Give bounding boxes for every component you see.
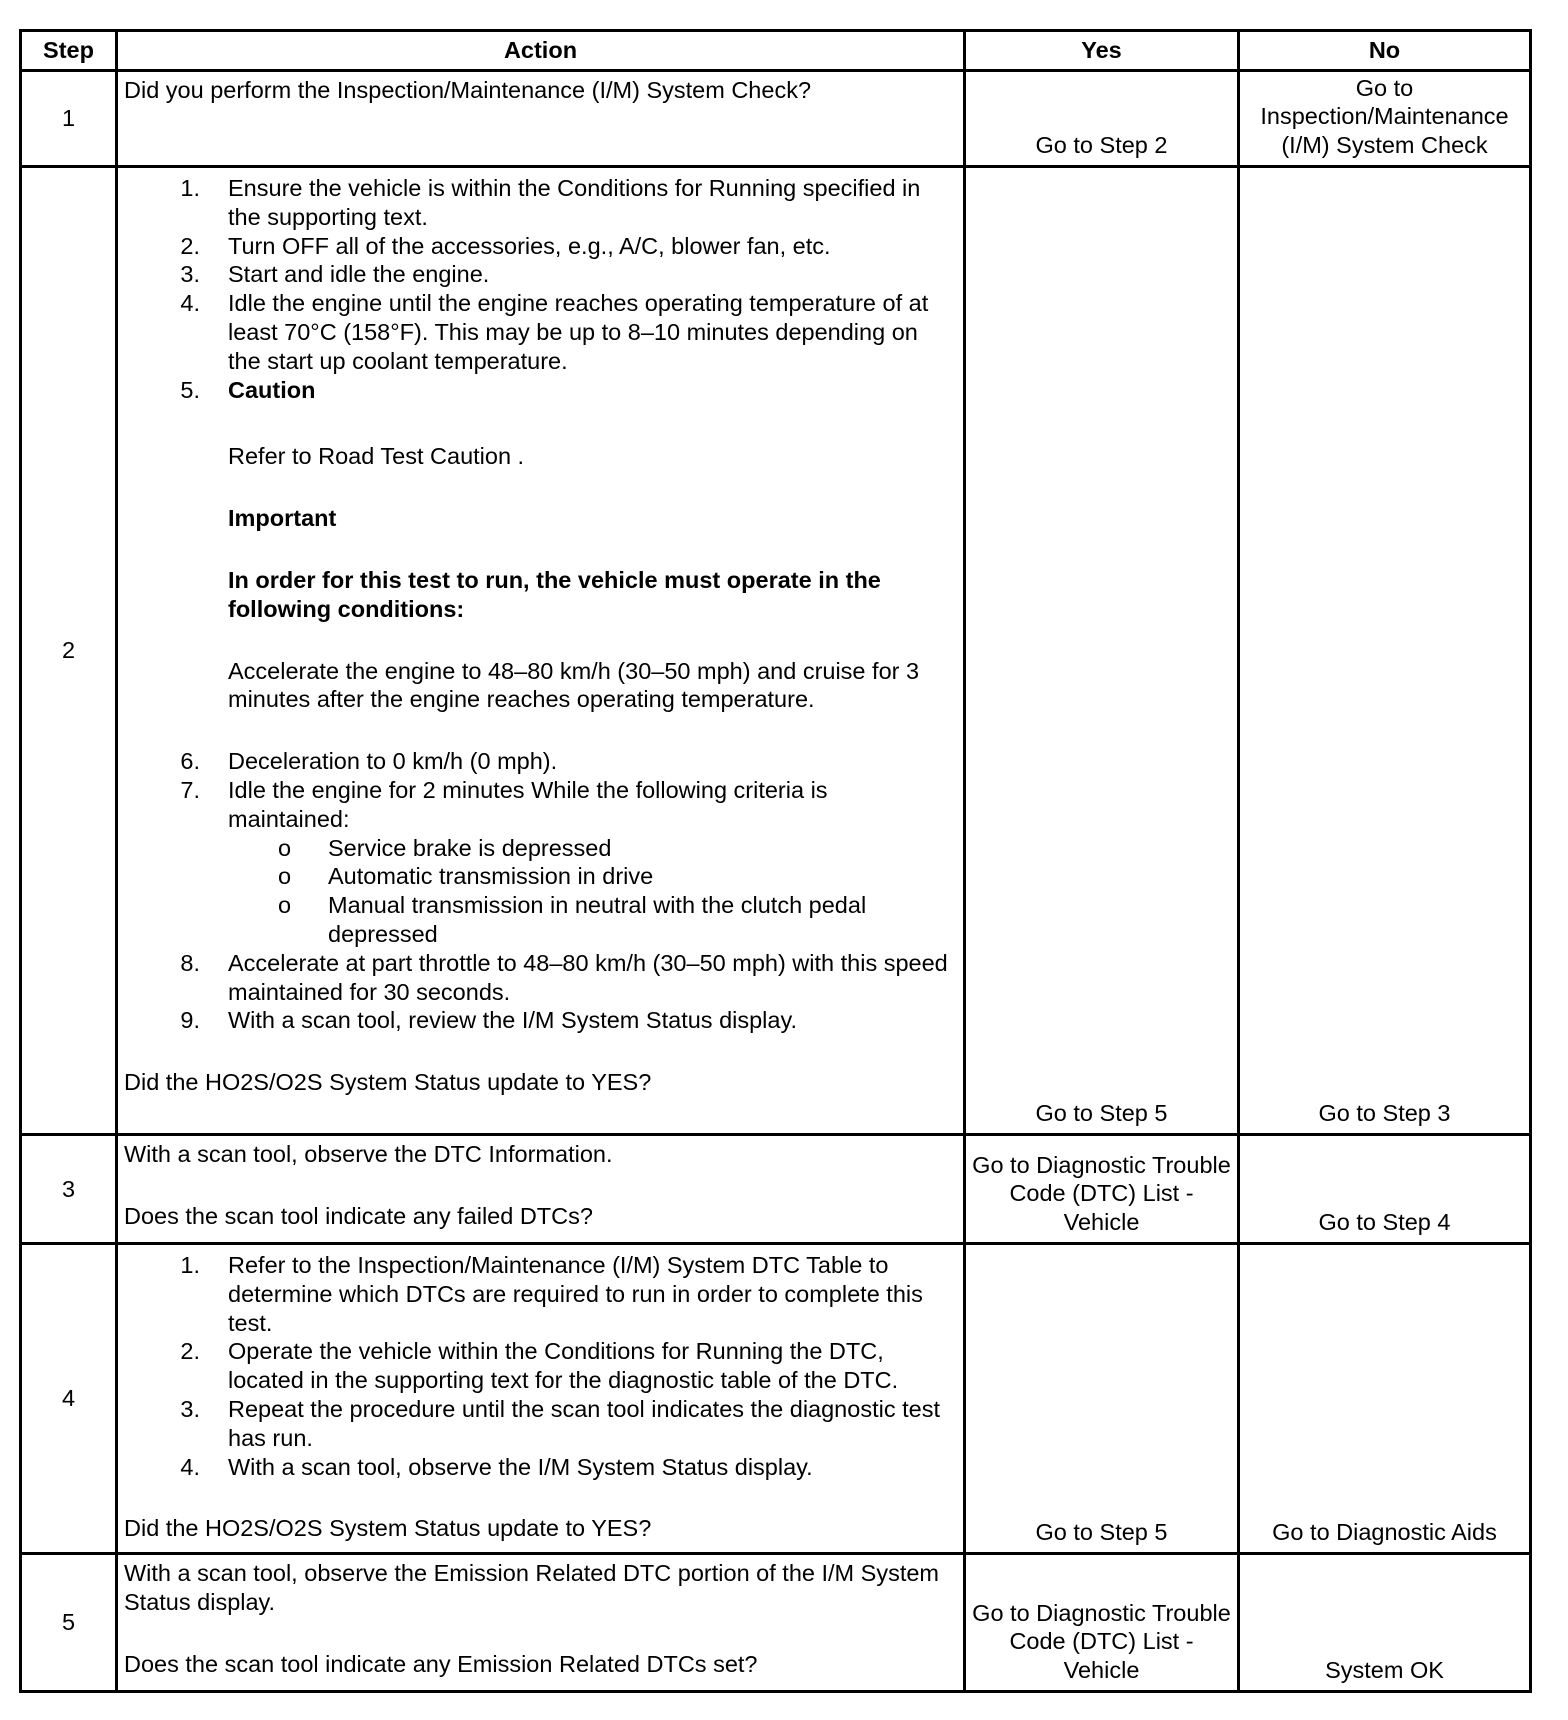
list-item: 4. Idle the engine until the engine reaches operating temperature of at least 70°C (158°F). This may be up to 8–10 minutes depending on the start up coolant temperature.: [180, 290, 929, 374]
header-yes: Yes: [965, 31, 1239, 71]
action-cell: [117, 1554, 965, 1692]
list-item: 8. Accelerate at part throttle to 48–80 km/h (30–50 mph) with this speed maintained for 30 seconds.: [180, 949, 948, 1005]
list-item: 5. Caution Refer to Road Test Caution . Important In order for this test to run, the vehicle must operate in the following conditions: Accelerate the engine to 48–80 km/h (30–50 mph) and cruise for 3 minutes after the engine reaches operating temperature.: [124, 376, 955, 748]
action-text: With a scan tool, observe the Emission Related DTC portion of the I/M System Status display.: [124, 1560, 940, 1615]
yes-cell: Go to Step 2: [965, 71, 1239, 167]
question-text: Does the scan tool indicate any Emission Related DTCs set?: [124, 1650, 758, 1677]
list-item: 2. Turn OFF all of the accessories, e.g., A/C, blower fan, etc.: [180, 232, 831, 259]
action-cell: [117, 1244, 965, 1554]
table-row: [21, 1244, 1531, 1554]
yes-cell: Go to Diagnostic Trouble Code (DTC) List - Vehicle: [965, 1554, 1239, 1692]
step-number: 2: [21, 167, 117, 1135]
list-item: 2. Operate the vehicle within the Conditions for Running the DTC, located in the supporting text for the diagnostic table of the DTC.: [180, 1338, 899, 1394]
table-row: [21, 1554, 1531, 1692]
list-item: 9. With a scan tool, review the I/M System Status display.: [180, 1007, 798, 1034]
caution-text: Refer to Road Test Caution .: [228, 443, 525, 470]
yes-cell: Go to Diagnostic Trouble Code (DTC) List - Vehicle: [965, 1135, 1239, 1244]
bullet-item: o Service brake is depressed: [228, 834, 955, 863]
list-item: 4. With a scan tool, observe the I/M System Status display.: [180, 1453, 813, 1480]
question-text: Does the scan tool indicate any failed DTCs?: [124, 1202, 593, 1229]
bullet-marker: o: [278, 834, 292, 861]
bullet-marker: o: [278, 892, 292, 919]
table-row: [21, 1135, 1531, 1244]
procedure-list: [124, 174, 955, 1035]
bullet-item: o Automatic transmission in drive: [228, 862, 955, 891]
step-number: 4: [21, 1244, 117, 1554]
yes-cell: Go to Step 5: [965, 1244, 1239, 1554]
question-text: Did the HO2S/O2S System Status update to YES?: [124, 1069, 652, 1096]
header-step: Step: [21, 31, 117, 71]
no-cell: Go to Step 4: [1239, 1135, 1531, 1244]
list-item: 6. Deceleration to 0 km/h (0 mph).: [180, 748, 558, 775]
bullet-item: o Manual transmission in neutral with the clutch pedal depressed: [228, 891, 955, 949]
step-number: 3: [21, 1135, 117, 1244]
table-row: [21, 71, 1531, 167]
important-label: Important: [228, 505, 337, 532]
accelerate-text: Accelerate the engine to 48–80 km/h (30–50 mph) and cruise for 3 minutes after the engine reaches operating temperature.: [228, 657, 920, 713]
criteria-list: [228, 834, 955, 949]
header-row: [21, 31, 1531, 71]
important-text: In order for this test to run, the vehicle must operate in the following conditions:: [228, 566, 881, 622]
yes-cell: Go to Step 5: [965, 167, 1239, 1135]
action-cell: [117, 1135, 965, 1244]
list-item: 1. Ensure the vehicle is within the Conditions for Running specified in the supporting text.: [180, 175, 921, 230]
action-text: With a scan tool, observe the DTC Information.: [124, 1141, 613, 1167]
action-cell: [117, 71, 965, 167]
list-item: 1. Refer to the Inspection/Maintenance (I/M) System DTC Table to determine which DTCs are required to run in order to complete this test.: [180, 1252, 923, 1336]
step-number: 1: [21, 71, 117, 167]
action-text: Did you perform the Inspection/Maintenance (I/M) System Check?: [124, 77, 812, 103]
question-text: Did the HO2S/O2S System Status update to YES?: [124, 1515, 652, 1542]
list-item: 3. Repeat the procedure until the scan tool indicates the diagnostic test has run.: [180, 1395, 940, 1451]
list-item: 3. Start and idle the engine.: [180, 261, 490, 288]
step-number: 5: [21, 1554, 117, 1692]
no-cell: Go to Diagnostic Aids: [1239, 1244, 1531, 1554]
no-cell: Go to Step 3: [1239, 167, 1531, 1135]
table-row: [21, 167, 1531, 1135]
list-item: 7. Idle the engine for 2 minutes While the following criteria is maintained: o Service brake is depressed o Automatic transmission in drive o Manual transmission in neutral with the clutch pedal depressed: [124, 776, 955, 949]
action-cell: [117, 167, 965, 1135]
procedure-list: [124, 1251, 955, 1481]
bullet-marker: o: [278, 863, 292, 890]
header-no: No: [1239, 31, 1531, 71]
diagnostic-table: [19, 29, 1532, 1693]
header-action: Action: [117, 31, 965, 71]
no-cell: Go to Inspection/Maintenance (I/M) System Check: [1239, 71, 1531, 167]
caution-label: Caution: [228, 376, 316, 403]
no-cell: System OK: [1239, 1554, 1531, 1692]
